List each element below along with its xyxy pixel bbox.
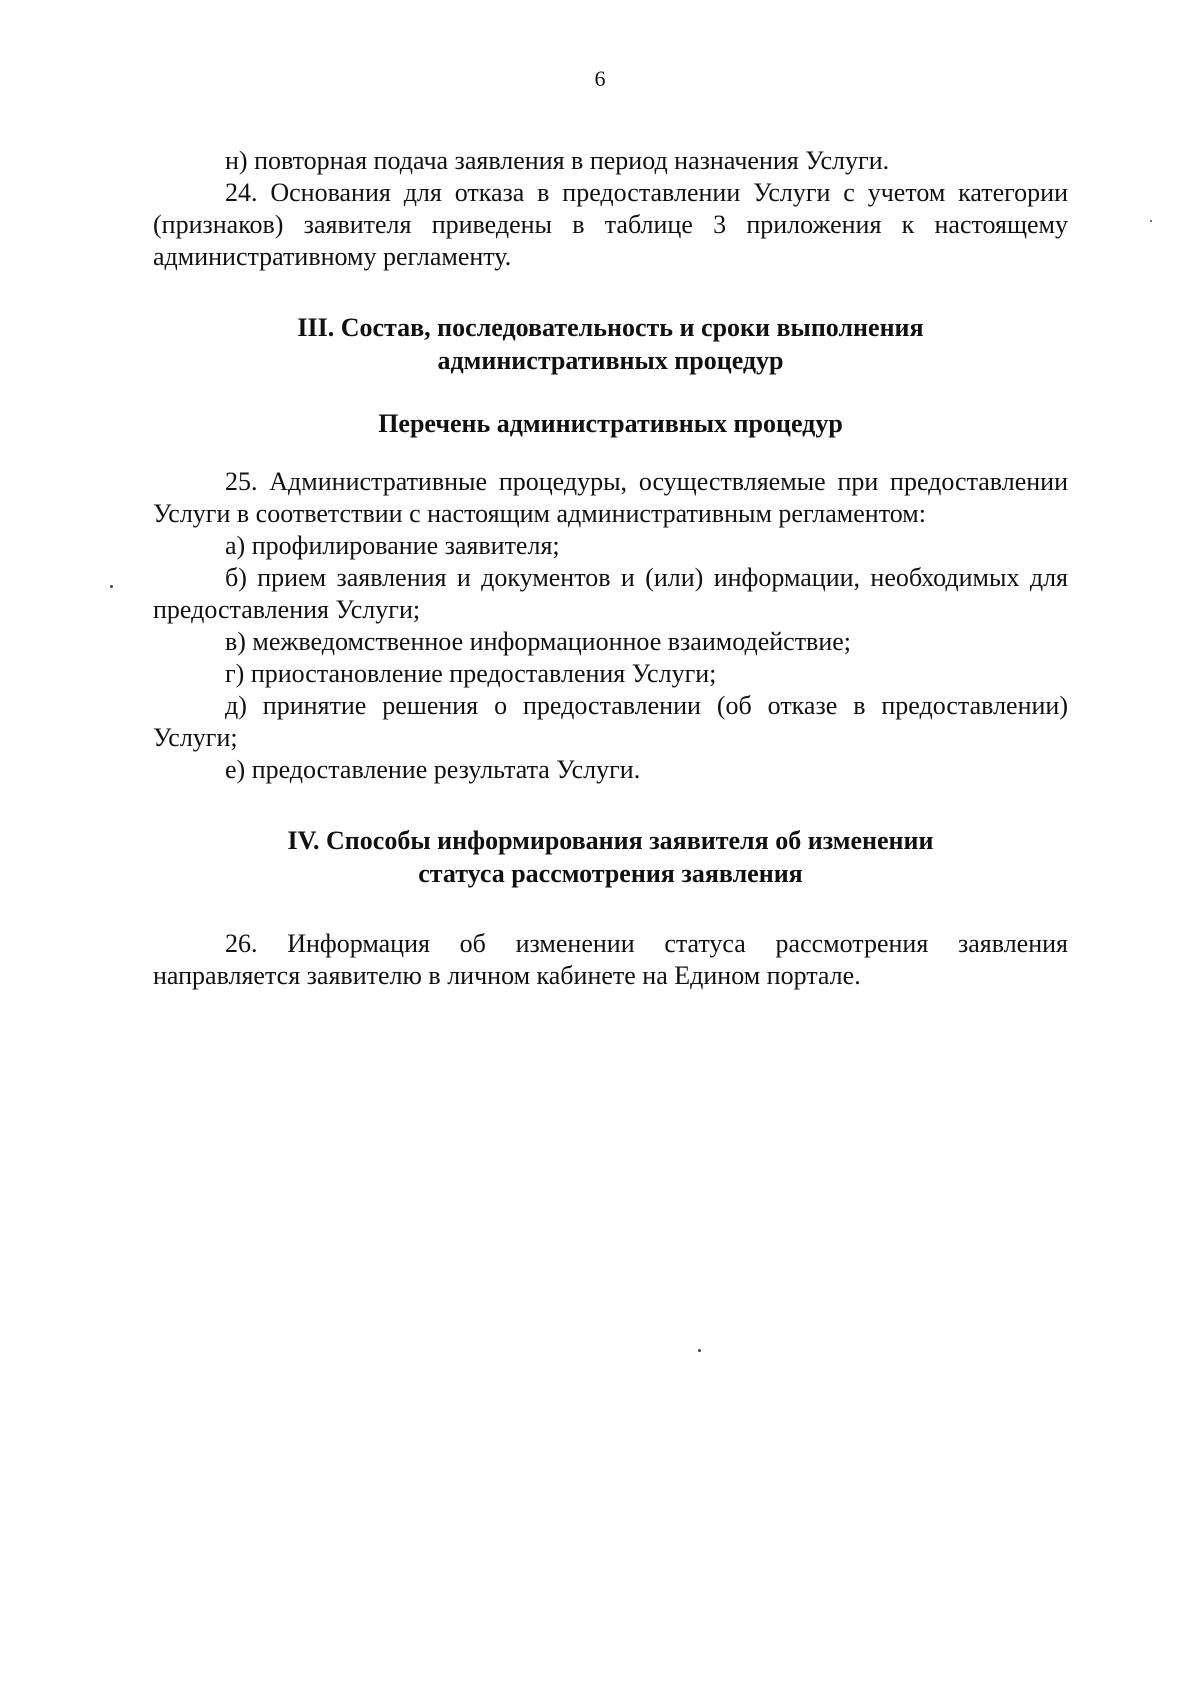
list-item: д) принятие решения о предоставлении (об отказе в предоставлении) Услуги; — [153, 691, 1068, 752]
paragraph-item-26: 26. Информация об изменении статуса рассмотрения заявления направляется заявителю в личном кабинете на Едином портале. — [153, 929, 1068, 990]
section-3-title — [153, 311, 1068, 377]
section-4-title — [153, 824, 1068, 890]
list-item: а) профилирование заявителя; — [225, 531, 560, 560]
section-3-title-line-2: административных процедур — [437, 346, 784, 375]
section-3-title-line-1: III. Состав, последовательность и сроки выполнения — [297, 313, 924, 342]
page-number: 6 — [594, 66, 606, 91]
document-body — [153, 145, 1068, 992]
section-4-title-line-2: статуса рассмотрения заявления — [418, 859, 803, 888]
paragraph-item-25: 25. Административные процедуры, осуществляемые при предоставлении Услуги в соответствии с настоящим административным регламентом: — [153, 467, 1068, 528]
list-item: г) приостановление предоставления Услуги; — [225, 659, 717, 688]
section-3-subtitle: Перечень административных процедур — [378, 409, 843, 438]
list-item: б) прием заявления и документов и (или) информации, необходимых для предоставления Услуги; — [153, 563, 1068, 624]
paragraph-item-24: 24. Основания для отказа в предоставлении Услуги с учетом категории (признаков) заявителя приведены в таблице 3 приложения к настоящему административному регламенту. — [153, 178, 1068, 271]
procedures-list — [153, 530, 1068, 786]
scan-speck — [1150, 220, 1152, 222]
section-4-title-line-1: IV. Способы информирования заявителя об изменении — [287, 826, 934, 855]
list-item: в) межведомственное информационное взаимодействие; — [225, 627, 852, 656]
scan-speck — [698, 1349, 701, 1352]
paragraph-item-n: н) повторная подача заявления в период назначения Услуги. — [225, 146, 890, 175]
scan-speck — [110, 585, 113, 588]
list-item: е) предоставление результата Услуги. — [225, 755, 641, 784]
